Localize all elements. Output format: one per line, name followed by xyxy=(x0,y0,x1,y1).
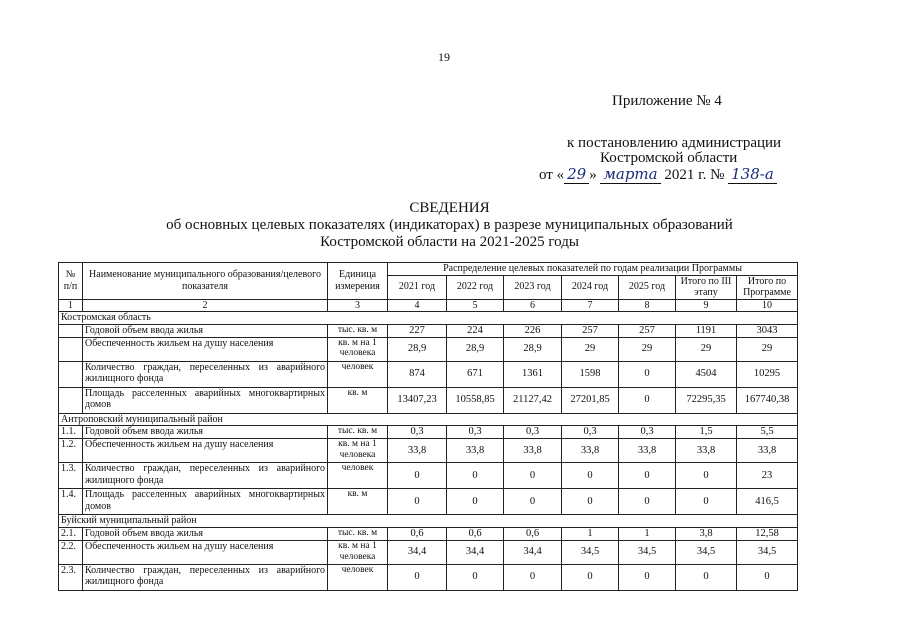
row-number xyxy=(59,387,83,413)
value-cell: 33,8 xyxy=(737,439,798,463)
value-cell: 1191 xyxy=(676,324,737,337)
column-index: 3 xyxy=(328,299,388,312)
indicator-name: Годовой объем ввода жилья xyxy=(83,324,328,337)
value-cell: 0,3 xyxy=(562,426,619,439)
decree-line-2: Костромской области xyxy=(600,150,738,166)
column-index: 5 xyxy=(447,299,504,312)
section-row xyxy=(59,515,798,528)
column-index: 4 xyxy=(388,299,447,312)
indicator-name: Обеспеченность жильем на душу населения xyxy=(83,337,328,361)
unit-cell: кв. м xyxy=(328,489,388,515)
value-cell: 0 xyxy=(388,564,447,590)
value-cell: 34,4 xyxy=(504,540,562,564)
value-cell: 0 xyxy=(562,463,619,489)
table-row xyxy=(59,463,798,489)
value-cell: 33,8 xyxy=(504,439,562,463)
indicator-name: Количество граждан, переселенных из аварийного жилищного фонда xyxy=(83,564,328,590)
value-cell: 34,5 xyxy=(737,540,798,564)
value-cell: 0 xyxy=(504,564,562,590)
value-cell: 29 xyxy=(619,337,676,361)
value-cell: 0 xyxy=(737,564,798,590)
column-index: 9 xyxy=(676,299,737,312)
unit-cell: человек xyxy=(328,564,388,590)
column-index-row xyxy=(59,299,798,312)
value-cell: 0 xyxy=(447,564,504,590)
value-cell: 33,8 xyxy=(562,439,619,463)
table-row xyxy=(59,361,798,387)
decree-number: 138-а xyxy=(728,165,777,184)
header-year: 2023 год xyxy=(504,275,562,299)
table-row xyxy=(59,527,798,540)
decree-date-line xyxy=(539,165,777,184)
header-unit: Единица измерения xyxy=(328,263,388,300)
value-cell: 0,6 xyxy=(388,527,447,540)
value-cell: 0 xyxy=(388,489,447,515)
table-row xyxy=(59,337,798,361)
value-cell: 29 xyxy=(737,337,798,361)
unit-cell: кв. м на 1 человека xyxy=(328,540,388,564)
value-cell: 257 xyxy=(562,324,619,337)
column-index: 10 xyxy=(737,299,798,312)
value-cell: 72295,35 xyxy=(676,387,737,413)
row-number: 2.2. xyxy=(59,540,83,564)
value-cell: 226 xyxy=(504,324,562,337)
table-row xyxy=(59,540,798,564)
value-cell: 13407,23 xyxy=(388,387,447,413)
row-number xyxy=(59,337,83,361)
indicator-name: Площадь расселенных аварийных многоквартирных домов xyxy=(83,387,328,413)
section-name: Костромская область xyxy=(59,312,798,325)
table-row xyxy=(59,324,798,337)
unit-cell: кв. м на 1 человека xyxy=(328,337,388,361)
value-cell: 0 xyxy=(619,463,676,489)
value-cell: 227 xyxy=(388,324,447,337)
section-row xyxy=(59,413,798,426)
value-cell: 27201,85 xyxy=(562,387,619,413)
unit-cell: кв. м на 1 человека xyxy=(328,439,388,463)
value-cell: 33,8 xyxy=(447,439,504,463)
unit-cell: человек xyxy=(328,361,388,387)
header-distribution: Распределение целевых показателей по годам реализации Программы xyxy=(388,263,798,276)
value-cell: 167740,38 xyxy=(737,387,798,413)
row-number: 1.1. xyxy=(59,426,83,439)
appendix-label: Приложение № 4 xyxy=(612,93,722,109)
table-row xyxy=(59,439,798,463)
indicator-name: Количество граждан, переселенных из аварийного жилищного фонда xyxy=(83,463,328,489)
indicator-name: Количество граждан, переселенных из аварийного жилищного фонда xyxy=(83,361,328,387)
column-index: 8 xyxy=(619,299,676,312)
value-cell: 0,6 xyxy=(447,527,504,540)
value-cell: 0 xyxy=(504,463,562,489)
value-cell: 0,3 xyxy=(447,426,504,439)
value-cell: 12,58 xyxy=(737,527,798,540)
header-no: № п/п xyxy=(59,263,83,300)
value-cell: 257 xyxy=(619,324,676,337)
value-cell: 28,9 xyxy=(388,337,447,361)
value-cell: 0 xyxy=(619,489,676,515)
column-index: 2 xyxy=(83,299,328,312)
value-cell: 0 xyxy=(676,489,737,515)
table-row xyxy=(59,489,798,515)
section-row xyxy=(59,312,798,325)
value-cell: 5,5 xyxy=(737,426,798,439)
value-cell: 29 xyxy=(676,337,737,361)
value-cell: 10558,85 xyxy=(447,387,504,413)
value-cell: 34,5 xyxy=(676,540,737,564)
row-number: 1.2. xyxy=(59,439,83,463)
column-index: 1 xyxy=(59,299,83,312)
document-title: СВЕДЕНИЯ xyxy=(409,200,490,216)
header-name: Наименование муниципального образования/целевого показателя xyxy=(83,263,328,300)
indicator-name: Обеспеченность жильем на душу населения xyxy=(83,439,328,463)
value-cell: 671 xyxy=(447,361,504,387)
value-cell: 34,5 xyxy=(562,540,619,564)
value-cell: 29 xyxy=(562,337,619,361)
value-cell: 21127,42 xyxy=(504,387,562,413)
value-cell: 1,5 xyxy=(676,426,737,439)
value-cell: 10295 xyxy=(737,361,798,387)
indicators-table xyxy=(58,262,798,591)
row-number: 2.3. xyxy=(59,564,83,590)
value-cell: 33,8 xyxy=(619,439,676,463)
value-cell: 0 xyxy=(447,489,504,515)
value-cell: 0 xyxy=(388,463,447,489)
header-year: 2025 год xyxy=(619,275,676,299)
section-name: Буйский муниципальный район xyxy=(59,515,798,528)
row-number: 1.3. xyxy=(59,463,83,489)
decree-prefix: от « xyxy=(539,167,565,183)
value-cell: 1 xyxy=(562,527,619,540)
value-cell: 0,3 xyxy=(504,426,562,439)
header-year: 2024 год xyxy=(562,275,619,299)
value-cell: 34,4 xyxy=(388,540,447,564)
decree-mid: » xyxy=(589,167,597,183)
value-cell: 0 xyxy=(619,564,676,590)
value-cell: 23 xyxy=(737,463,798,489)
decree-day: 29 xyxy=(564,165,589,184)
value-cell: 33,8 xyxy=(676,439,737,463)
indicator-name: Обеспеченность жильем на душу населения xyxy=(83,540,328,564)
table-row xyxy=(59,564,798,590)
value-cell: 1 xyxy=(619,527,676,540)
value-cell: 874 xyxy=(388,361,447,387)
unit-cell: кв. м xyxy=(328,387,388,413)
value-cell: 0 xyxy=(676,564,737,590)
value-cell: 416,5 xyxy=(737,489,798,515)
row-number xyxy=(59,324,83,337)
unit-cell: человек xyxy=(328,463,388,489)
value-cell: 0,3 xyxy=(619,426,676,439)
table-row xyxy=(59,426,798,439)
row-number: 2.1. xyxy=(59,527,83,540)
document-subtitle-1: об основных целевых показателях (индикаторах) в разрезе муниципальных образований xyxy=(166,217,733,233)
value-cell: 0 xyxy=(619,361,676,387)
value-cell: 34,4 xyxy=(447,540,504,564)
value-cell: 0,6 xyxy=(504,527,562,540)
value-cell: 0 xyxy=(562,489,619,515)
indicator-name: Годовой объем ввода жилья xyxy=(83,527,328,540)
value-cell: 33,8 xyxy=(388,439,447,463)
table-row xyxy=(59,387,798,413)
indicator-name: Площадь расселенных аварийных многоквартирных домов xyxy=(83,489,328,515)
indicator-name: Годовой объем ввода жилья xyxy=(83,426,328,439)
section-name: Антроповский муниципальный район xyxy=(59,413,798,426)
value-cell: 1361 xyxy=(504,361,562,387)
value-cell: 0 xyxy=(504,489,562,515)
column-index: 6 xyxy=(504,299,562,312)
value-cell: 3043 xyxy=(737,324,798,337)
value-cell: 0 xyxy=(447,463,504,489)
header-year: Итого по Программе xyxy=(737,275,798,299)
unit-cell: тыс. кв. м xyxy=(328,324,388,337)
value-cell: 0 xyxy=(619,387,676,413)
value-cell: 1598 xyxy=(562,361,619,387)
unit-cell: тыс. кв. м xyxy=(328,426,388,439)
decree-year-number: 2021 г. № xyxy=(664,167,725,183)
row-number: 1.4. xyxy=(59,489,83,515)
header-year: 2022 год xyxy=(447,275,504,299)
row-number xyxy=(59,361,83,387)
value-cell: 4504 xyxy=(676,361,737,387)
value-cell: 34,5 xyxy=(619,540,676,564)
decree-month: марта xyxy=(600,165,660,184)
value-cell: 28,9 xyxy=(447,337,504,361)
document-subtitle-2: Костромской области на 2021-2025 годы xyxy=(320,234,579,250)
unit-cell: тыс. кв. м xyxy=(328,527,388,540)
decree-line-1: к постановлению администрации xyxy=(567,135,782,151)
value-cell: 3,8 xyxy=(676,527,737,540)
value-cell: 0,3 xyxy=(388,426,447,439)
page-number: 19 xyxy=(438,50,450,64)
header-year: 2021 год xyxy=(388,275,447,299)
header-year: Итого по III этапу xyxy=(676,275,737,299)
value-cell: 28,9 xyxy=(504,337,562,361)
value-cell: 224 xyxy=(447,324,504,337)
column-index: 7 xyxy=(562,299,619,312)
value-cell: 0 xyxy=(562,564,619,590)
value-cell: 0 xyxy=(676,463,737,489)
